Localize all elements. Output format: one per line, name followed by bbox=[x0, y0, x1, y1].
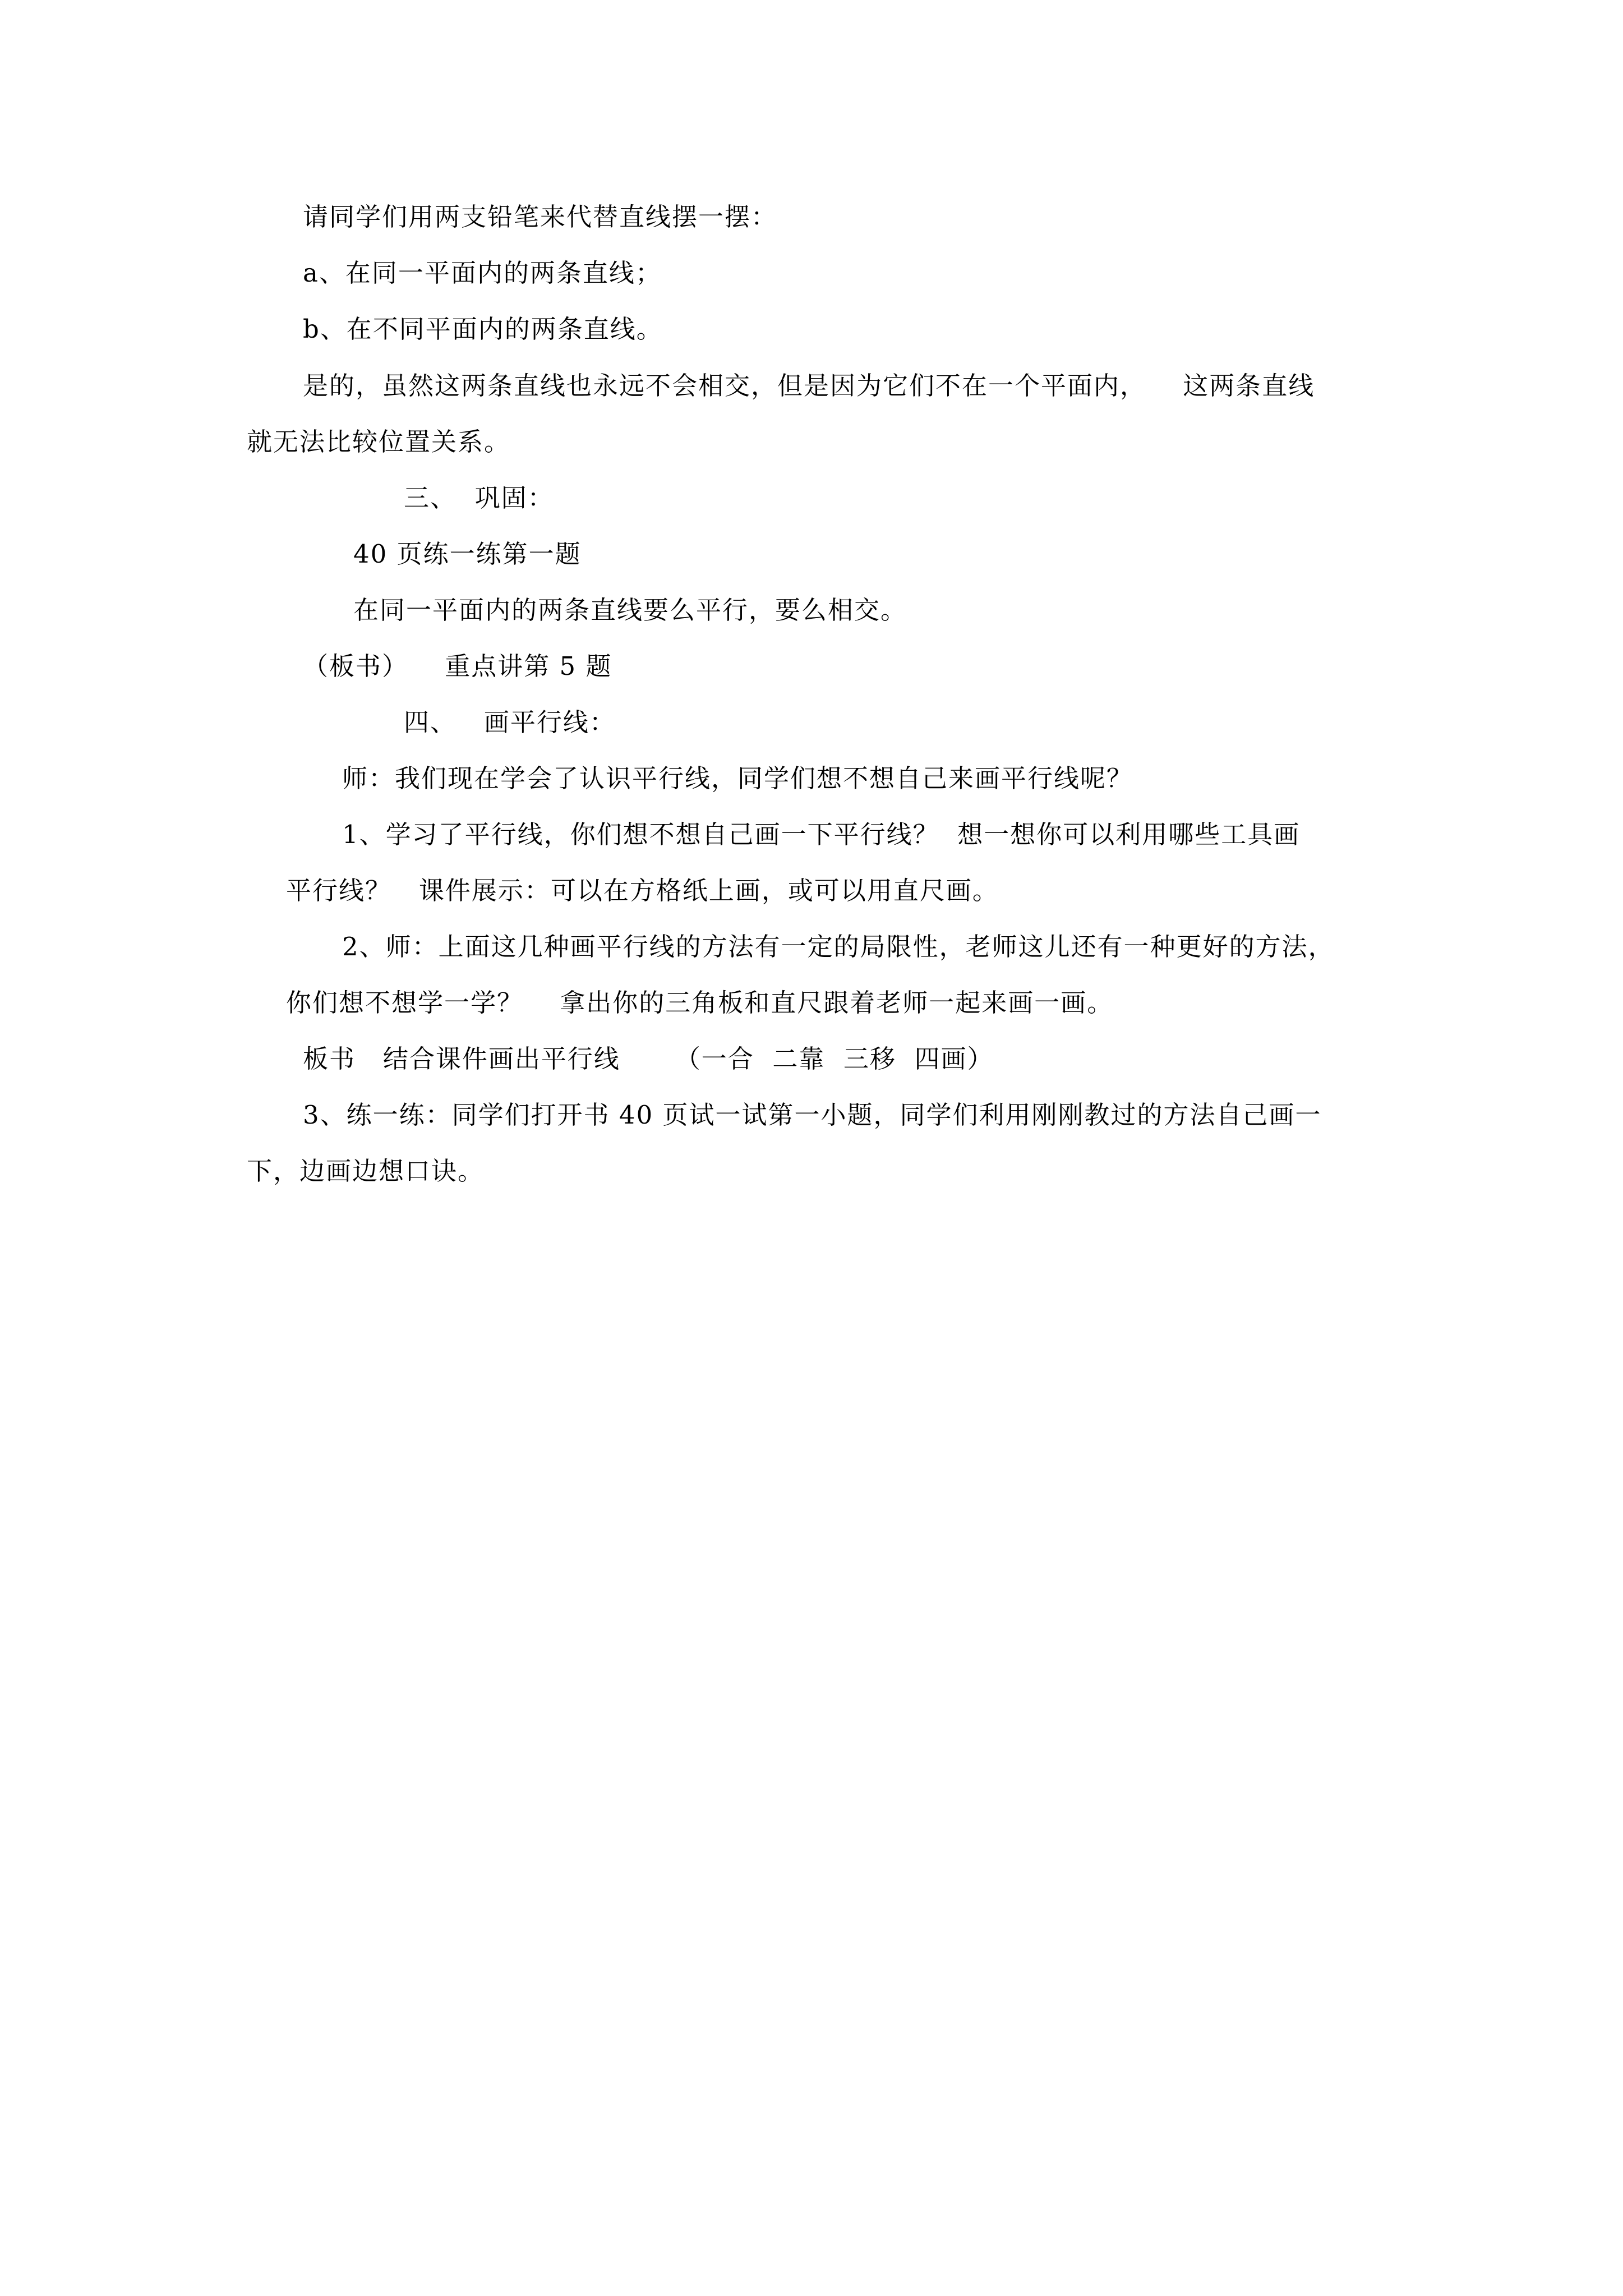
paragraph-line: 3、练一练：同学们打开书 40 页试一试第一小题，同学们利用刚刚教过的方法自己画一 bbox=[303, 1100, 1322, 1130]
paragraph-line: 1、学习了平行线，你们想不想自己画一下平行线？ 想一想你可以利用哪些工具画 bbox=[342, 820, 1301, 849]
paragraph-line: （板书） 重点讲第 5 题 bbox=[303, 651, 612, 681]
paragraph-line: 下，边画边想口诀。 bbox=[247, 1156, 485, 1186]
paragraph-line: 板书 结合课件画出平行线 （一合 二靠 三移 四画） bbox=[303, 1044, 994, 1074]
paragraph-line: b、在不同平面内的两条直线。 bbox=[303, 314, 663, 344]
paragraph-line: 是的，虽然这两条直线也永远不会相交，但是因为它们不在一个平面内， 这两条直线 bbox=[303, 371, 1315, 401]
section-heading: 三、 巩固： bbox=[404, 483, 554, 513]
paragraph-line: a、在同一平面内的两条直线； bbox=[303, 258, 662, 288]
paragraph-line: 就无法比较位置关系。 bbox=[247, 427, 511, 457]
paragraph-line: 你们想不想学一学？ 拿出你的三角板和直尺跟着老师一起来画一画。 bbox=[286, 988, 1114, 1018]
paragraph-line: 在同一平面内的两条直线要么平行，要么相交。 bbox=[353, 595, 907, 625]
paragraph-line: 师：我们现在学会了认识平行线，同学们想不想自己来画平行线呢？ bbox=[342, 763, 1133, 793]
paragraph-line: 2、师：上面这几种画平行线的方法有一定的局限性，老师这儿还有一种更好的方法， bbox=[342, 932, 1335, 961]
paragraph-line: 40 页练一练第一题 bbox=[353, 539, 582, 569]
section-heading: 四、 画平行线： bbox=[404, 707, 616, 737]
paragraph-line: 请同学们用两支铅笔来代替直线摆一摆： bbox=[303, 202, 778, 232]
paragraph-line: 平行线？ 课件展示：可以在方格纸上画，或可以用直尺画。 bbox=[286, 876, 999, 905]
